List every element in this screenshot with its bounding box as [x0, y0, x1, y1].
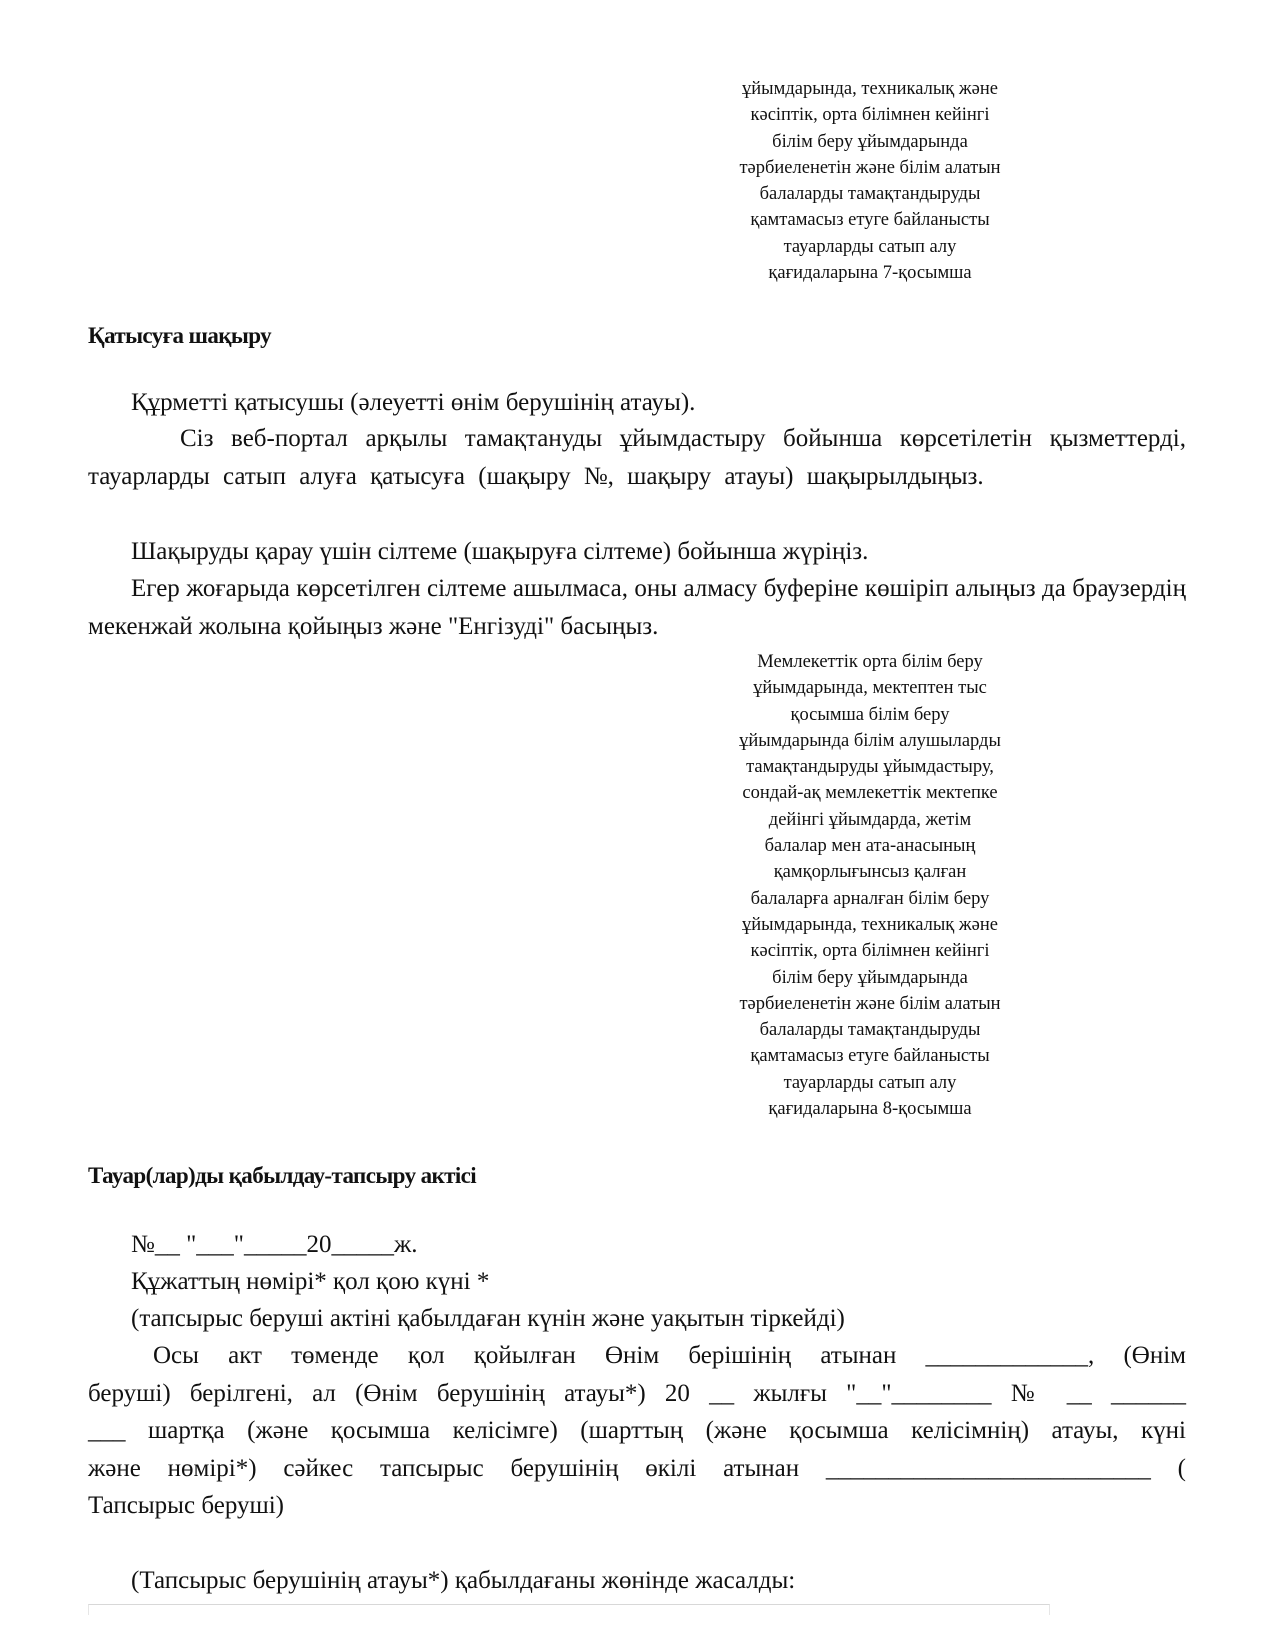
table-top-border: [88, 1604, 1050, 1615]
annex-line: дейінгі ұйымдарда, жетім: [768, 809, 972, 830]
act-body-line: және нөмірі*) сәйкес тапсырыс берушінің өкілі атынан __________________________ (: [88, 1454, 1186, 1482]
annex-line: балаларды тамақтандыруды: [759, 184, 981, 205]
annex-line: ұйымдарында, техникалық және: [742, 79, 998, 99]
act-document-number-line: Құжаттың нөмірі* қол қою күні *: [131, 1268, 490, 1295]
act-title: Тауар(лар)ды қабылдау-тапсыру актісі: [88, 1163, 477, 1188]
act-body-line: Осы акт төменде қол қойылған Өнім берішінің атынан _____________, (Өнім: [153, 1342, 1186, 1369]
annex-line: балаларға арналған білім беру: [750, 888, 990, 909]
act-body-line: ___ шартқа (және қосымша келісімге) (шарттың (және қосымша келісімнің) атауы, күні: [88, 1417, 1186, 1444]
invitation-title: Қатысуға шақыру: [88, 323, 272, 348]
annex-line: сондай-ақ мемлекеттік мектепке: [742, 783, 998, 804]
invitation-body: Сіз веб-портал арқылы тамақтануды ұйымдастыру бойынша көрсетілетін қызметтерді, тауарларды сатып алуға қатысуға (шақыру №, шақыру атауы) шақырылдыңыз.: [88, 425, 1186, 490]
annex-line: қамтамасыз етуге байланысты: [750, 1046, 990, 1067]
annex-line: Мемлекеттік орта білім беру: [757, 652, 983, 672]
annex-line: білім беру ұйымдарында: [772, 967, 968, 988]
act-number-line: №__ "___"_____20_____ж.: [131, 1231, 418, 1258]
annex-line: қамтамасыз етуге байланысты: [750, 210, 990, 231]
invitation-greeting: Құрметті қатысушы (әлеуетті өнім берушінің атауы).: [131, 389, 696, 416]
annex-7-header: [700, 76, 1040, 286]
invitation-link-text: Шақыруды қарау үшін сілтеме (шақыруға сілтеме) бойынша жүріңіз.: [131, 538, 869, 565]
annex-8-header: [700, 649, 1040, 1122]
act-body-line: беруші) берілгені, ал (Өнім берушінің атауы*) 20 __ жылғы "__"________ № __ ______: [88, 1379, 1186, 1407]
annex-line: балаларды тамақтандыруды: [759, 1020, 981, 1041]
annex-line: тамақтандыруды ұйымдастыру,: [746, 757, 994, 778]
act-body-line: Тапсырыс беруші): [88, 1492, 285, 1519]
annex-line: тәрбиеленетін және білім алатын: [739, 993, 1001, 1014]
act-register-note: (тапсырыс беруші актіні қабылдаған күнін және уақытын тіркейді): [131, 1305, 845, 1332]
annex-line: кәсіптік, орта білімнен кейінгі: [750, 105, 990, 126]
annex-line: тауарларды сатып алу: [783, 1072, 957, 1093]
annex-line: кәсіптік, орта білімнен кейінгі: [750, 941, 990, 962]
annex-line: ұйымдарында, мектептен тыс: [753, 678, 987, 699]
annex-line: балалар мен ата-анасының: [764, 836, 976, 857]
annex-line: ұйымдарында, техникалық және: [742, 914, 998, 935]
annex-line: қамқорлығынсыз қалған: [773, 862, 967, 883]
annex-line: қағидаларына 8-қосымша: [768, 1099, 972, 1120]
annex-line: қосымша білім беру: [790, 704, 950, 725]
annex-line: тәрбиеленетін және білім алатын: [739, 157, 1001, 178]
annex-line: тауарларды сатып алу: [783, 236, 957, 257]
annex-line: білім беру ұйымдарында: [772, 131, 968, 152]
annex-line: ұйымдарында білім алушыларды: [739, 730, 1001, 751]
annex-line: қағидаларына 7-қосымша: [768, 263, 972, 284]
act-body: [88, 1337, 1186, 1525]
invitation-copy-instructions: Егер жоғарыда көрсетілген сілтеме ашылмаса, оны алмасу буферіне көшіріп алыңыз да браузердің мекенжай жолына қойыңыз және "Енгізуді" басыңыз.: [88, 575, 1186, 640]
act-accepted-line: (Тапсырыс берушінің атауы*) қабылдағаны жөнінде жасалды:: [131, 1567, 796, 1594]
